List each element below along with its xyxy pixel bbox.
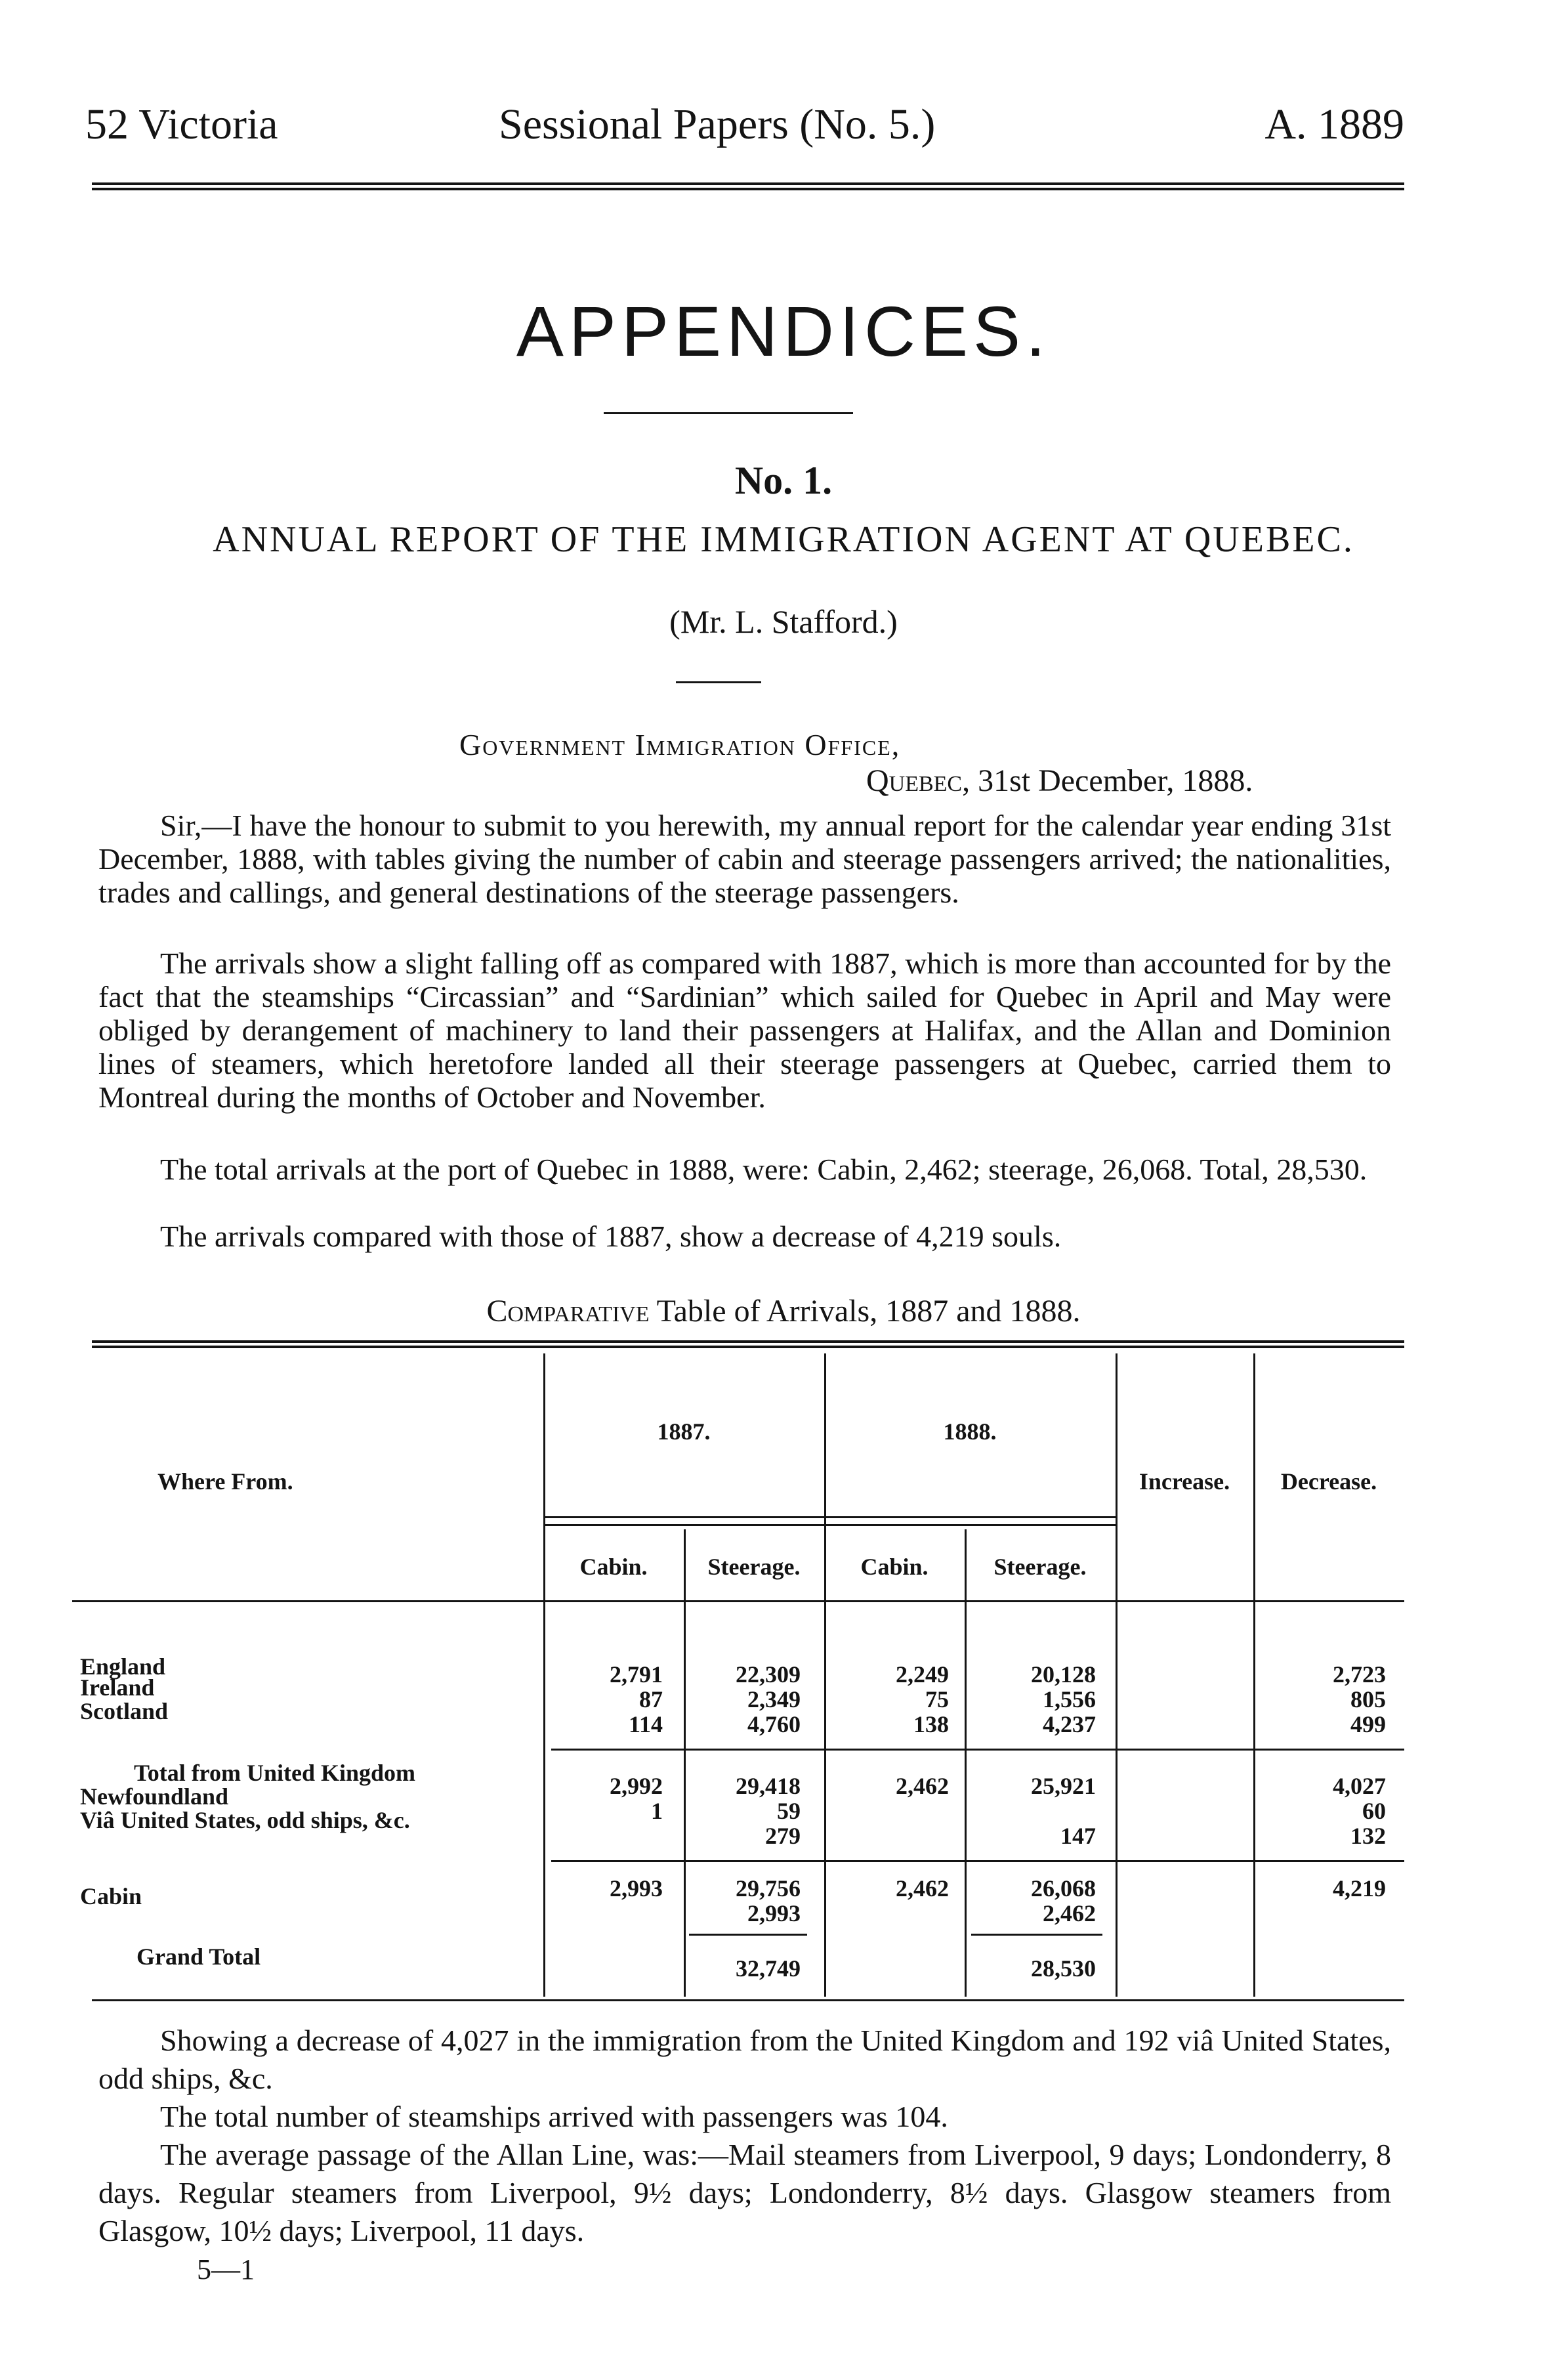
- cell-newfoundland-steerage-1887: 59: [777, 1798, 801, 1824]
- cell-cabin-added-1887: 2,993: [747, 1900, 801, 1926]
- letter-paragraph-totals: The total arrivals at the port of Quebec in 1888, were: Cabin, 2,462; steerage, 26,068. Total, 28,530.: [160, 1153, 1368, 1186]
- cell-us-decrease: 132: [1350, 1823, 1386, 1849]
- row-label-ireland: Ireland: [80, 1674, 155, 1701]
- header-year-1888: 1888.: [943, 1418, 997, 1445]
- cell-total-uk-decrease: 4,027: [1333, 1773, 1386, 1799]
- table-vline: [965, 1529, 967, 1997]
- cell-ireland-steerage-1888: 1,556: [1043, 1686, 1096, 1712]
- page-title: APPENDICES.: [516, 291, 1051, 371]
- letter-paragraph-comparison: The arrivals compared with those of 1887, show a decrease of 4,219 souls.: [160, 1220, 1062, 1253]
- letter-paragraph-intro: Sir,—I have the honour to submit to you herewith, my annual report for the calendar year ending 31st December, 1888, with tables giving the number of cabin and steerage passengers arrived; the nationalities, trades and callings, and general destinations of the steerage passengers.: [98, 809, 1391, 909]
- cell-us-steerage-1888: 147: [1060, 1823, 1096, 1849]
- table-vline: [684, 1529, 686, 1997]
- header-decrease: Decrease.: [1280, 1468, 1377, 1495]
- header-where-from: Where From.: [157, 1468, 293, 1495]
- cell-england-steerage-1888: 20,128: [1031, 1661, 1096, 1688]
- cell-us-steerage-1887: 279: [765, 1823, 801, 1849]
- header-steerage-1888: Steerage.: [993, 1554, 1087, 1580]
- dateline-date: 31st December, 1888.: [978, 763, 1253, 798]
- cell-grand-total-1888: 28,530: [1031, 1955, 1096, 1982]
- title-divider: [604, 412, 853, 414]
- cell-scotland-cabin-1887: 114: [628, 1711, 663, 1737]
- table-caption-lead: Comparative: [486, 1294, 650, 1328]
- subtotal-rule: [551, 1860, 1404, 1862]
- cell-england-steerage-1887: 22,309: [736, 1661, 801, 1688]
- header-session: 52 Victoria: [85, 100, 278, 148]
- row-label-united-states: Viâ United States, odd ships, &c.: [80, 1807, 410, 1833]
- closing-paragraph-steamships: The total number of steamships arrived with passengers was 104.: [160, 2100, 948, 2133]
- cell-england-cabin-1888: 2,249: [896, 1661, 949, 1688]
- cell-scotland-steerage-1888: 4,237: [1043, 1711, 1096, 1737]
- table-vline: [824, 1353, 826, 1997]
- cell-scotland-decrease: 499: [1350, 1711, 1386, 1737]
- cell-scotland-steerage-1887: 4,760: [747, 1711, 801, 1737]
- cell-cabin-cabin-1887: 2,993: [610, 1875, 663, 1902]
- cell-cabin-cabin-1888: 2,462: [896, 1875, 949, 1902]
- row-label-cabin: Cabin: [80, 1883, 142, 1909]
- cell-cabin-steerage-1887: 29,756: [736, 1875, 801, 1902]
- row-label-scotland: Scotland: [80, 1698, 169, 1724]
- report-title: ANNUAL REPORT OF THE IMMIGRATION AGENT AT QUEBEC.: [213, 519, 1354, 560]
- cell-newfoundland-cabin-1887: 1: [651, 1798, 663, 1824]
- table-vline: [1116, 1353, 1118, 1997]
- appendix-number: No. 1.: [734, 459, 833, 502]
- row-label-total-uk: Total from United Kingdom: [134, 1760, 416, 1786]
- cell-total-uk-steerage-1887: 29,418: [736, 1773, 801, 1799]
- table-vline: [543, 1353, 545, 1997]
- cell-newfoundland-decrease: 60: [1362, 1798, 1386, 1824]
- table-header-rule: [543, 1516, 1116, 1518]
- letter-office: Government Immigration Office,: [459, 728, 901, 761]
- cell-grand-total-1887: 32,749: [736, 1955, 801, 1982]
- header-cabin-1887: Cabin.: [579, 1554, 648, 1580]
- cell-ireland-steerage-1887: 2,349: [747, 1686, 801, 1712]
- table-header-rule: [543, 1524, 1116, 1526]
- table-caption: [0, 1293, 1567, 1329]
- cell-cabin-decrease: 4,219: [1333, 1875, 1386, 1902]
- dateline-place: Quebec,: [866, 763, 971, 798]
- letter-dateline: [866, 763, 1253, 799]
- cell-scotland-cabin-1888: 138: [913, 1711, 949, 1737]
- table-bottom-rule: [92, 1999, 1404, 2001]
- cell-cabin-steerage-1888: 26,068: [1031, 1875, 1096, 1902]
- cell-total-uk-cabin-1887: 2,992: [610, 1773, 663, 1799]
- table-caption-text: Table of Arrivals, 1887 and 1888.: [656, 1294, 1081, 1328]
- row-label-newfoundland: Newfoundland: [80, 1783, 229, 1810]
- cell-total-uk-cabin-1888: 2,462: [896, 1773, 949, 1799]
- grand-total-rule: [971, 1934, 1102, 1936]
- table-vline: [1253, 1353, 1255, 1997]
- header-steerage-1887: Steerage.: [707, 1554, 801, 1580]
- letter-paragraph-arrivals: The arrivals show a slight falling off as compared with 1887, which is more than accounted for by the fact that the steamships “Circassian” and “Sardinian” which sailed for Quebec in April and May were obliged by derangement of machinery to land their passengers at Halifax, and the Allan and Dominion lines of steamers, which heretofore landed all their steerage passengers at Quebec, carried them to Montreal during the months of October and November.: [98, 946, 1391, 1114]
- header-year-1887: 1887.: [657, 1418, 711, 1445]
- table-top-rule: [92, 1340, 1404, 1348]
- author-divider: [676, 681, 761, 683]
- header-increase: Increase.: [1139, 1468, 1230, 1495]
- report-author: (Mr. L. Stafford.): [669, 603, 898, 640]
- grand-total-rule: [689, 1934, 807, 1936]
- header-year: A. 1889: [1264, 100, 1404, 148]
- row-label-england: England: [80, 1653, 166, 1680]
- cell-cabin-added-1888: 2,462: [1043, 1900, 1096, 1926]
- cell-england-decrease: 2,723: [1333, 1661, 1386, 1688]
- page-signature: 5—1: [197, 2253, 255, 2285]
- cell-total-uk-steerage-1888: 25,921: [1031, 1773, 1096, 1799]
- cell-ireland-cabin-1887: 87: [639, 1686, 663, 1712]
- cell-ireland-cabin-1888: 75: [925, 1686, 949, 1712]
- cell-england-cabin-1887: 2,791: [610, 1661, 663, 1688]
- table-header-bottom-rule: [72, 1600, 1404, 1602]
- cell-ireland-decrease: 805: [1350, 1686, 1386, 1712]
- row-label-grand-total: Grand Total: [136, 1944, 261, 1970]
- closing-paragraph-decrease: Showing a decrease of 4,027 in the immigration from the United Kingdom and 192 viâ United States, odd ships, &c.: [98, 2024, 1391, 2095]
- header-papers: Sessional Papers (No. 5.): [499, 100, 936, 148]
- header-cabin-1888: Cabin.: [860, 1554, 929, 1580]
- running-head: [85, 92, 1404, 158]
- header-double-rule: [92, 182, 1404, 190]
- subtotal-rule: [551, 1749, 1404, 1751]
- closing-paragraph-passage: The average passage of the Allan Line, was:—Mail steamers from Liverpool, 9 days; Londonderry, 8 days. Regular steamers from Liverpool, 9½ days; Londonderry, 8½ days. Glasgow steamers from Glasgow, 10½ days; Liverpool, 11 days.: [98, 2138, 1391, 2247]
